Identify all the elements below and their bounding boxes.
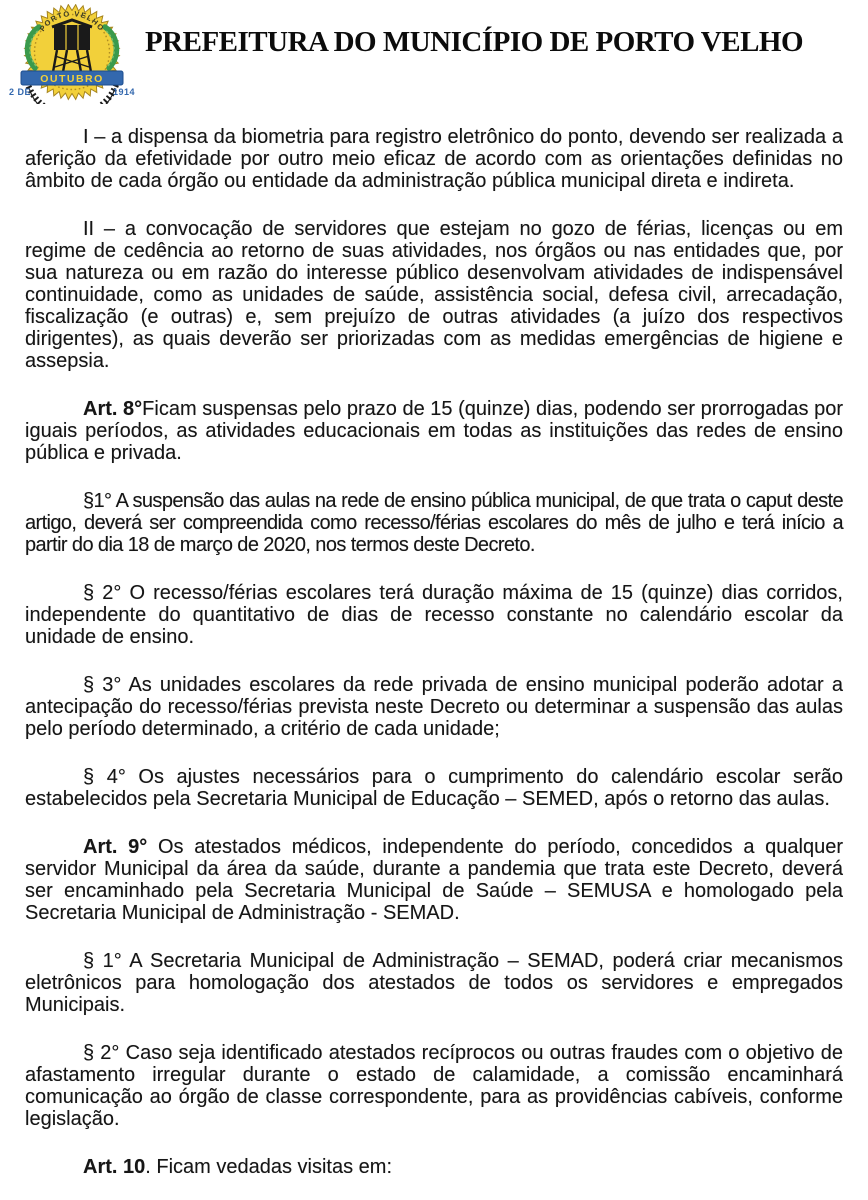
paragraph-text: Ficam suspensas pelo prazo de 15 (quinze) dias, podendo ser prorrogadas por iguais períodos, as atividades educacionais em todas as instituições das redes de ensino pública e privada. (25, 398, 843, 464)
municipal-seal-icon (8, 4, 136, 104)
paragraph-text: . Ficam vedadas visitas em: (145, 1156, 392, 1178)
article-number: Art. 10 (83, 1156, 146, 1178)
article-10 (25, 1156, 843, 1178)
clause-ii (25, 218, 843, 372)
seal-right-date: 1914 (112, 87, 135, 97)
paragraph-text: §1° A suspensão das aulas na rede de ensino pública municipal, de que trata o caput deste artigo, deverá ser compreendida como recesso/férias escolares do mês de julho e terá início a partir do dia 18 de março de 2020, nos termos deste Decreto. (25, 490, 843, 556)
article-number: Art. 8° (83, 398, 143, 420)
decree-body (0, 112, 868, 1178)
article-9 (25, 836, 843, 924)
seal-arc-text: PORTO VELHO (37, 9, 107, 34)
article-8-par-4 (25, 766, 843, 810)
paragraph-text: § 2° Caso seja identificado atestados recíprocos ou outras fraudes com o objetivo de afastamento irregular durante o estado de calamidade, a comissão encaminhará comunicação ao órgão de classe correspondente, para as providências cabíveis, conforme legislação. (25, 1042, 843, 1130)
article-8-par-1 (25, 490, 843, 556)
article-8-par-2 (25, 582, 843, 648)
paragraph-text: Os atestados médicos, independente do período, concedidos a qualquer servidor Municipal da área da saúde, durante a pandemia que trata este Decreto, deverá ser encaminhado pela Secretaria Municipal de Saúde – SEMUSA e homologado pela Secretaria Municipal de Administração - SEMAD. (25, 836, 843, 924)
seal-banner-text: OUTUBRO (40, 73, 104, 85)
paragraph-text: § 2° O recesso/férias escolares terá duração máxima de 15 (quinze) dias corridos, independente do quantitativo de dias de recesso constante no calendário escolar da unidade de ensino. (25, 582, 843, 648)
article-8-par-3 (25, 674, 843, 740)
seal-left-date: 2 DE (9, 87, 32, 97)
paragraph-text: § 3° As unidades escolares da rede privada de ensino municipal poderão adotar a antecipação do recesso/férias prevista neste Decreto ou determinar a suspensão das aulas pelo período determinado, a critério de cada unidade; (25, 674, 843, 740)
article-9-par-1 (25, 950, 843, 1016)
article-number: Art. 9° (83, 836, 148, 858)
clause-i (25, 126, 843, 192)
seal-ribbon (21, 71, 123, 85)
paragraph-text: II – a convocação de servidores que estejam no gozo de férias, licenças ou em regime de cedência ao retorno de suas atividades, nos órgãos ou nas entidades que, por sua natureza ou em razão do interesse público desenvolvam atividades de indispensável continuidade, como as unidades de saúde, assistência social, defesa civil, arrecadação, fiscalização (e outras) e, sem prejuízo de outras atividades (a juízo dos respectivos dirigentes), as quais deverão ser priorizadas com as medidas emergências de higiene e assepsia. (25, 218, 843, 372)
paragraph-text: I – a dispensa da biometria para registro eletrônico do ponto, devendo ser realizada a aferição da efetividade por outro meio eficaz de acordo com as orientações definidas no âmbito de cada órgão ou entidade da administração pública municipal direta e indireta. (25, 126, 843, 192)
document-header (0, 0, 868, 112)
paragraph-text: § 4° Os ajustes necessários para o cumprimento do calendário escolar serão estabelecidos pela Secretaria Municipal de Educação – SEMED, após o retorno das aulas. (25, 766, 843, 810)
article-8 (25, 398, 843, 464)
paragraph-text: § 1° A Secretaria Municipal de Administração – SEMAD, poderá criar mecanismos eletrônicos para homologação dos atestados de todos os servidores e empregados Municipais. (25, 950, 843, 1016)
article-9-par-2 (25, 1042, 843, 1130)
page-title: PREFEITURA DO MUNICÍPIO DE PORTO VELHO (144, 26, 804, 58)
